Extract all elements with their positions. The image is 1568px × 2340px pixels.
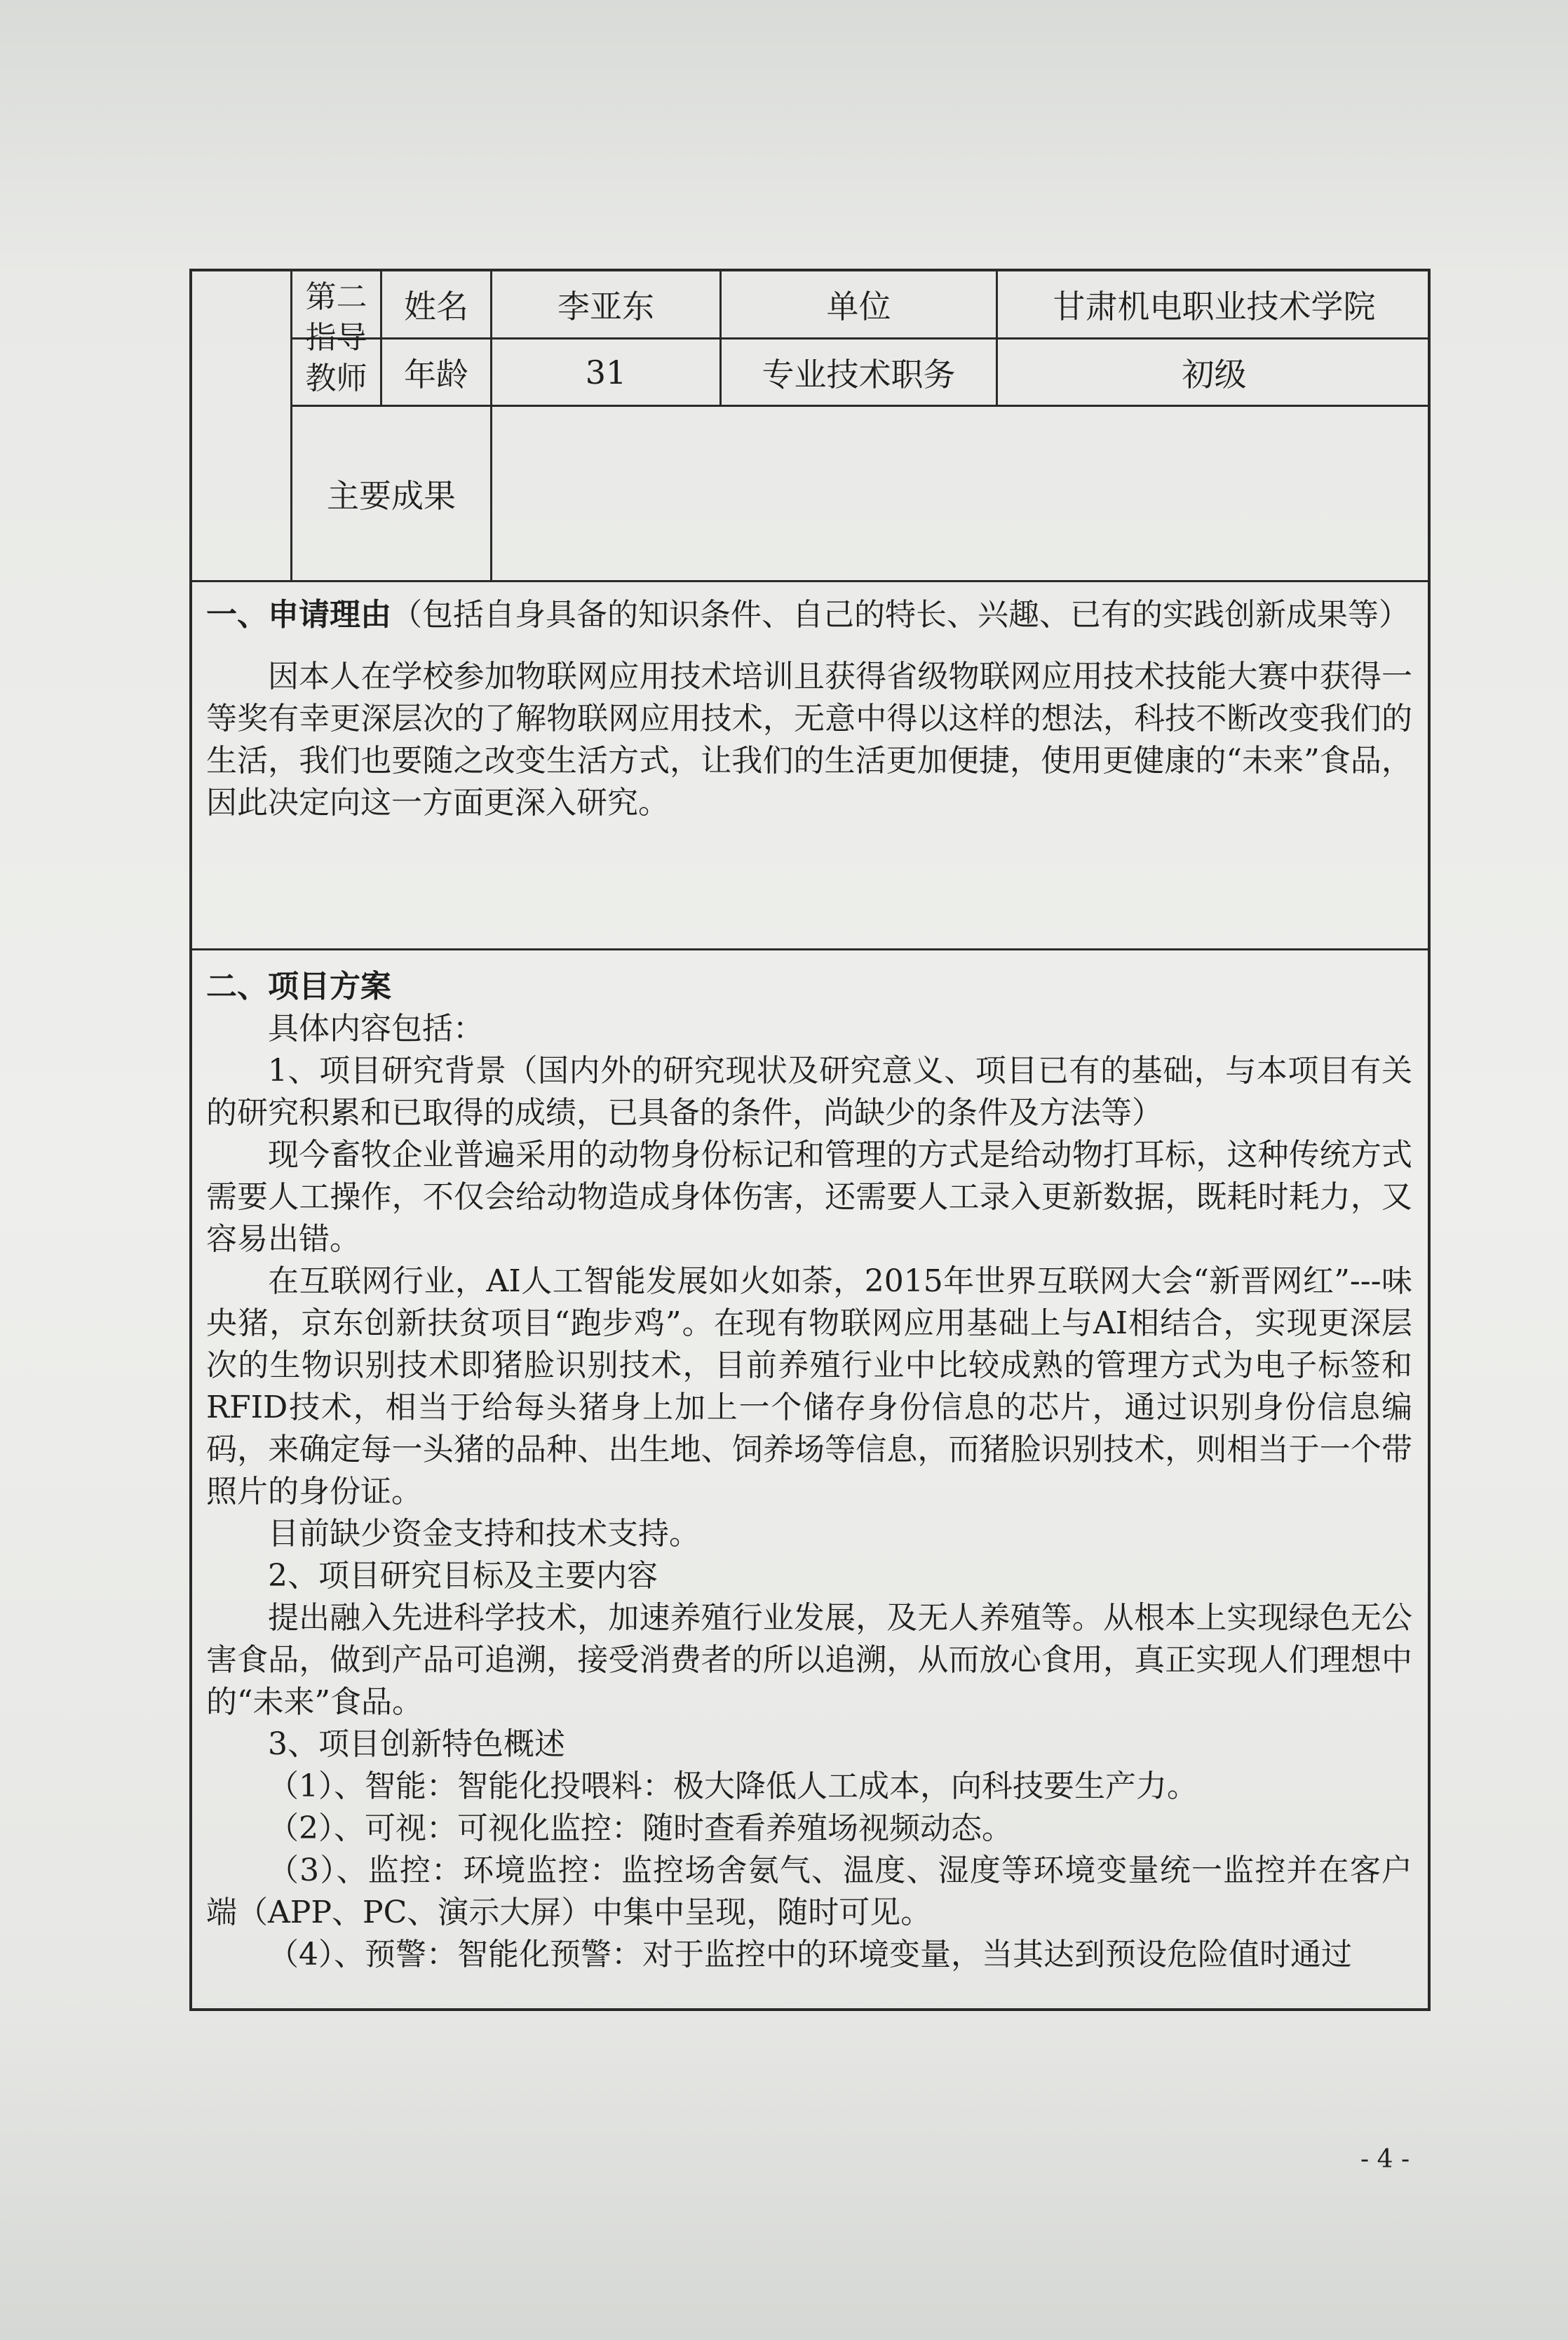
rule bbox=[192, 580, 1431, 582]
name-value: 李亚东 bbox=[557, 288, 654, 325]
title-value: 初级 bbox=[1182, 355, 1247, 394]
section-1-note: （包括自身具备的知识条件、自己的特长、兴趣、已有的实践创新成果等） bbox=[391, 597, 1410, 633]
section-project-plan bbox=[206, 966, 1412, 1976]
age-label: 年龄 bbox=[404, 355, 468, 394]
rule bbox=[192, 948, 1431, 950]
item-1-para-1: 现今畜牧企业普遍采用的动物身份标记和管理的方式是给动物打耳标，这种传统方式需要人工操作，不仅会给动物造成身体伤害，还需要人工录入更新数据，既耗时耗力，又容易出错。 bbox=[206, 1137, 1412, 1257]
unit-label: 单位 bbox=[826, 288, 891, 325]
section-application-reason bbox=[206, 594, 1412, 824]
page-number: - 4 - bbox=[1360, 2145, 1410, 2174]
second-advisor-label: 第二 指导 教师 bbox=[305, 279, 367, 396]
feature-1: （1）、智能：智能化投喂料：极大降低人工成本，向科技要生产力。 bbox=[268, 1768, 1198, 1804]
application-form-table bbox=[189, 269, 1431, 2011]
section-2-intro: 具体内容包括： bbox=[268, 1011, 484, 1047]
feature-3: （3）、监控：环境监控：监控场舍氨气、温度、湿度等环境变量统一监控并在客户端（APP、PC、演示大屏）中集中呈现，随时可见。 bbox=[206, 1852, 1412, 1930]
name-label: 姓名 bbox=[404, 288, 468, 325]
item-1-heading: 1、项目研究背景（国内外的研究现状及研究意义、项目已有的基础，与本项目有关的研究积累和已取得的成绩，已具备的条件，尚缺少的条件及方法等） bbox=[206, 1053, 1412, 1131]
item-3-heading: 3、项目创新特色概述 bbox=[268, 1726, 565, 1762]
title-label: 专业技术职务 bbox=[762, 355, 956, 394]
feature-2: （2）、可视：可视化监控：随时查看养殖场视频动态。 bbox=[268, 1810, 1013, 1846]
item-1-para-2: 在互联网行业，AI人工智能发展如火如荼，2015年世界互联网大会“新晋网红”---味央猪，京东创新扶贫项目“跑步鸡”。在现有物联网应用基础上与AI相结合，实现更深层次的生物识别技术即猪脸识别技术，目前养殖行业中比较成熟的管理方式为电子标签和RFID技术，相当于给每头猪身上加上一个储存身份信息的芯片，通过识别身份信息编码，来确定每一头猪的品种、出生地、饲养场等信息，而猪脸识别技术，则相当于一个带照片的身份证。 bbox=[206, 1263, 1412, 1509]
item-2-para: 提出融入先进科学技术，加速养殖行业发展，及无人养殖等。从根本上实现绿色无公害食品，做到产品可追溯，接受消费者的所以追溯，从而放心食用，真正实现人们理想中的“未来”食品。 bbox=[206, 1600, 1412, 1720]
achievements-label: 主要成果 bbox=[327, 476, 456, 515]
section-1-body: 因本人在学校参加物联网应用技术培训且获得省级物联网应用技术技能大赛中获得一等奖有幸更深层次的了解物联网应用技术，无意中得以这样的想法，科技不断改变我们的生活，我们也要随之改变生活方式，让我们的生活更加便捷，使用更健康的“未来”食品，因此决定向这一方面更深入研究。 bbox=[206, 659, 1412, 821]
feature-4: （4）、预警：智能化预警：对于监控中的环境变量，当其达到预设危险值时通过 bbox=[268, 1937, 1352, 1972]
item-2-heading: 2、项目研究目标及主要内容 bbox=[268, 1558, 658, 1594]
age-value: 31 bbox=[585, 353, 627, 391]
item-1-para-3: 目前缺少资金支持和技术支持。 bbox=[268, 1516, 700, 1552]
section-1-heading: 一、申请理由 bbox=[206, 597, 391, 633]
unit-value: 甘肃机电职业技术学院 bbox=[1053, 288, 1376, 325]
section-2-heading: 二、项目方案 bbox=[206, 969, 391, 1004]
